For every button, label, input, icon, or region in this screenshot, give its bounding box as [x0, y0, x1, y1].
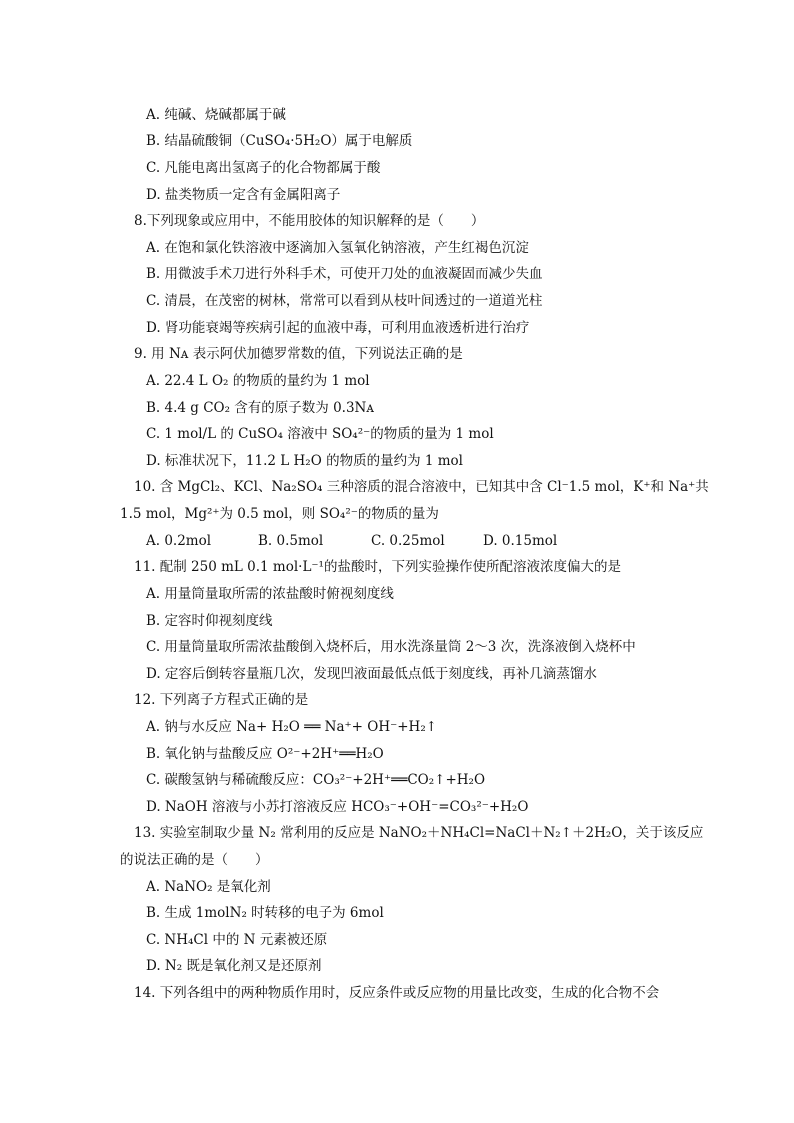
q10-option-a: A. 0.2mol [146, 533, 212, 549]
q10-stem: 10. 含 MgCl₂、KCl、Na₂SO₄ 三种溶质的混合溶液中，已知其中含 Cl⁻1.5 mol，K⁺和 Na⁺共 [134, 479, 709, 495]
q12-option-d: D. NaOH 溶液与小苏打溶液反应 HCO₃⁻+OH⁻=CO₃²⁻+H₂O [146, 799, 529, 815]
q10-option-b: B. 0.5mol [258, 533, 324, 549]
q9-option-c: C. 1 mol/L 的 CuSO₄ 溶液中 SO₄²⁻的物质的量为 1 mol [146, 426, 494, 442]
q9-option-d: D. 标准状况下，11.2 L H₂O 的物质的量约为 1 mol [146, 453, 463, 469]
q7-option-c: C. 凡能电离出氢离子的化合物都属于酸 [146, 160, 381, 176]
q9-option-a: A. 22.4 L O₂ 的物质的量约为 1 mol [146, 373, 370, 389]
q13-option-d: D. N₂ 既是氧化剂又是还原剂 [146, 958, 322, 974]
q12-option-c: C. 碳酸氢钠与稀硫酸反应：CO₃²⁻+2H⁺══CO₂↑+H₂O [146, 772, 486, 788]
q13-option-c: C. NH₄Cl 中的 N 元素被还原 [146, 932, 328, 948]
q8-option-b: B. 用微波手术刀进行外科手术，可使开刀处的血液凝固而减少失血 [146, 266, 543, 282]
q9-stem: 9. 用 Nᴀ 表示阿伏加德罗常数的值，下列说法正确的是 [134, 346, 463, 362]
q11-option-c: C. 用量筒量取所需浓盐酸倒入烧杯后，用水洗涤量筒 2～3 次，洗涤液倒入烧杯中 [146, 639, 636, 655]
q7-option-d: D. 盐类物质一定含有金属阳离子 [146, 187, 341, 203]
q10-stem-cont: 1.5 mol，Mg²⁺为 0.5 mol，则 SO₄²⁻的物质的量为 [120, 506, 439, 522]
q8-option-d: D. 肾功能衰竭等疾病引起的血液中毒，可利用血液透析进行治疗 [146, 320, 530, 336]
q13-stem: 13. 实验室制取少量 N₂ 常利用的反应是 NaNO₂＋NH₄Cl=NaCl＋N₂↑＋2H₂O，关于该反应 [134, 825, 704, 841]
q11-stem: 11. 配制 250 mL 0.1 mol·L⁻¹的盐酸时，下列实验操作使所配溶液浓度偏大的是 [134, 559, 621, 575]
q9-option-b: B. 4.4 g CO₂ 含有的原子数为 0.3Nᴀ [146, 400, 374, 416]
q11-option-b: B. 定容时仰视刻度线 [146, 613, 273, 629]
q10-option-d: D. 0.15mol [483, 533, 558, 549]
q12-stem: 12. 下列离子方程式正确的是 [134, 692, 309, 708]
q14-stem: 14. 下列各组中的两种物质作用时，反应条件或反应物的用量比改变，生成的化合物不会 [134, 985, 660, 1001]
q11-option-a: A. 用量筒量取所需的浓盐酸时俯视刻度线 [146, 586, 394, 602]
q7-option-b: B. 结晶硫酸铜（CuSO₄·5H₂O）属于电解质 [146, 133, 413, 149]
q13-option-a: A. NaNO₂ 是氧化剂 [146, 879, 271, 895]
q8-option-a: A. 在饱和氯化铁溶液中逐滴加入氢氧化钠溶液，产生红褐色沉淀 [146, 240, 529, 256]
q12-option-b: B. 氧化钠与盐酸反应 O²⁻+2H⁺══H₂O [146, 746, 384, 762]
q11-option-d: D. 定容后倒转容量瓶几次，发现凹液面最低点低于刻度线，再补几滴蒸馏水 [146, 666, 597, 682]
q13-stem-cont: 的说法正确的是（ ） [120, 852, 269, 868]
q7-option-a: A. 纯碱、烧碱都属于碱 [146, 107, 286, 123]
q8-stem: 8.下列现象或应用中，不能用胶体的知识解释的是（ ） [134, 213, 485, 229]
q12-option-a: A. 钠与水反应 Na+ H₂O ══ Na⁺+ OH⁻+H₂↑ [146, 719, 438, 735]
q10-option-c: C. 0.25mol [371, 533, 445, 549]
q13-option-b: B. 生成 1molN₂ 时转移的电子为 6mol [146, 905, 384, 921]
q8-option-c: C. 清晨，在茂密的树林，常常可以看到从枝叶间透过的一道道光柱 [146, 293, 543, 309]
